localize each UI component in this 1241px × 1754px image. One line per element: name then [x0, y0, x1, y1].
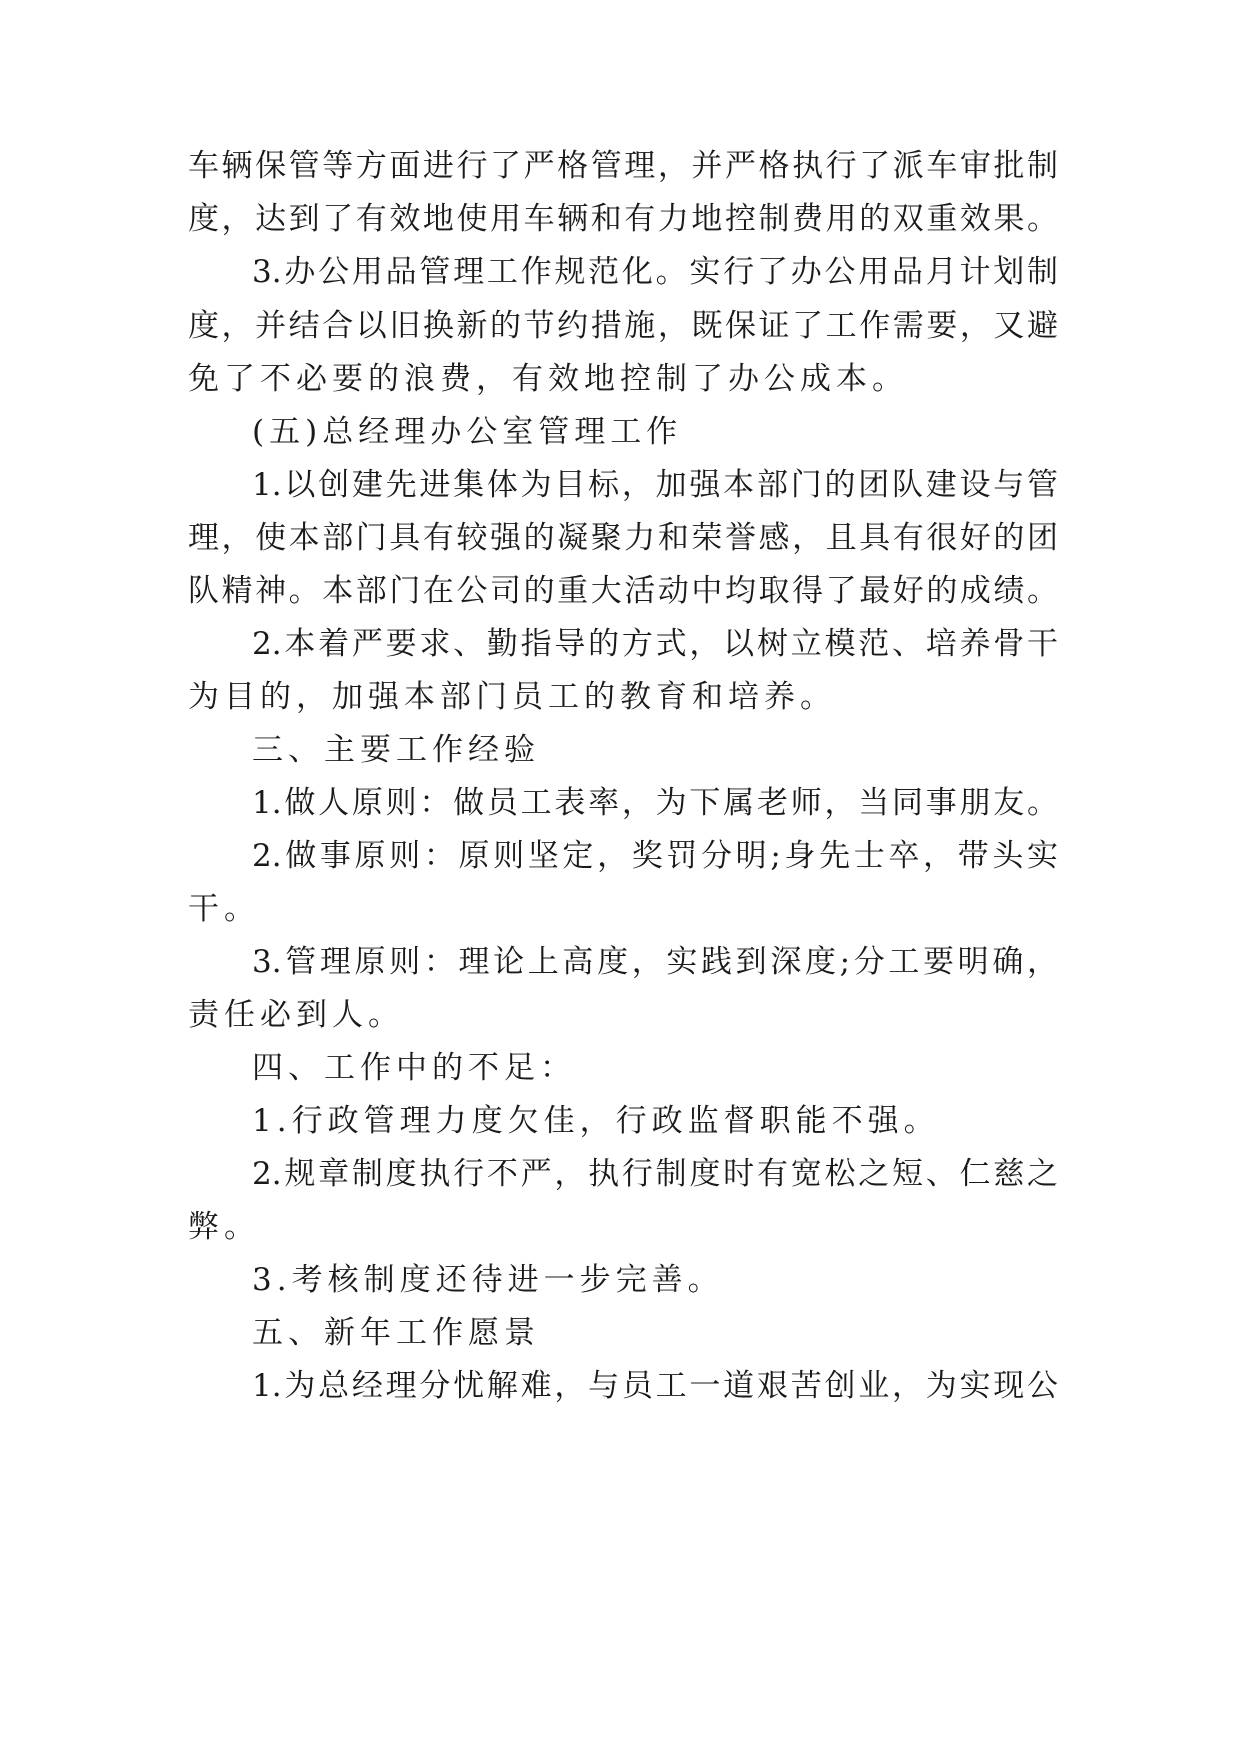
text-line: 责任必到人。: [188, 997, 404, 1033]
text-line: 理，使本部门具有较强的凝聚力和荣誉感，且具有很好的团: [188, 520, 1058, 556]
text-line: 干。: [188, 891, 260, 927]
text-line: 2.做事原则：原则坚定，奖罚分明;身先士卒，带头实: [252, 838, 1058, 874]
text-line: 为目的，加强本部门员工的教育和培养。: [188, 679, 836, 715]
section-heading: (五)总经理办公室管理工作: [252, 414, 683, 450]
text-line: 1.为总经理分忧解难，与员工一道艰苦创业，为实现公: [252, 1368, 1058, 1404]
text-line: 度，达到了有效地使用车辆和有力地控制费用的双重效果。: [188, 201, 1058, 237]
text-line: 度，并结合以旧换新的节约措施，既保证了工作需要，又避: [188, 308, 1058, 344]
section-heading: 三、主要工作经验: [252, 732, 540, 768]
section-heading: 五、新年工作愿景: [252, 1315, 540, 1351]
text-line: 2.本着严要求、勤指导的方式，以树立模范、培养骨干: [252, 626, 1058, 662]
text-line: 队精神。本部门在公司的重大活动中均取得了最好的成绩。: [188, 573, 1058, 609]
text-line: 1.做人原则：做员工表率，为下属老师，当同事朋友。: [252, 785, 1058, 821]
section-heading: 四、工作中的不足：: [252, 1050, 576, 1086]
text-line: 1.以创建先进集体为目标，加强本部门的团队建设与管: [252, 467, 1058, 503]
text-line: 车辆保管等方面进行了严格管理，并严格执行了派车审批制: [188, 148, 1058, 184]
text-line: 1.行政管理力度欠佳，行政监督职能不强。: [252, 1103, 940, 1139]
text-line: 免了不必要的浪费，有效地控制了办公成本。: [188, 361, 908, 397]
text-line: 3.办公用品管理工作规范化。实行了办公用品月计划制: [252, 254, 1058, 290]
text-line: 2.规章制度执行不严，执行制度时有宽松之短、仁慈之: [252, 1156, 1058, 1192]
text-line: 3.管理原则：理论上高度，实践到深度;分工要明确，: [252, 944, 1058, 980]
text-line: 弊。: [188, 1209, 260, 1245]
text-line: 3.考核制度还待进一步完善。: [252, 1262, 724, 1298]
